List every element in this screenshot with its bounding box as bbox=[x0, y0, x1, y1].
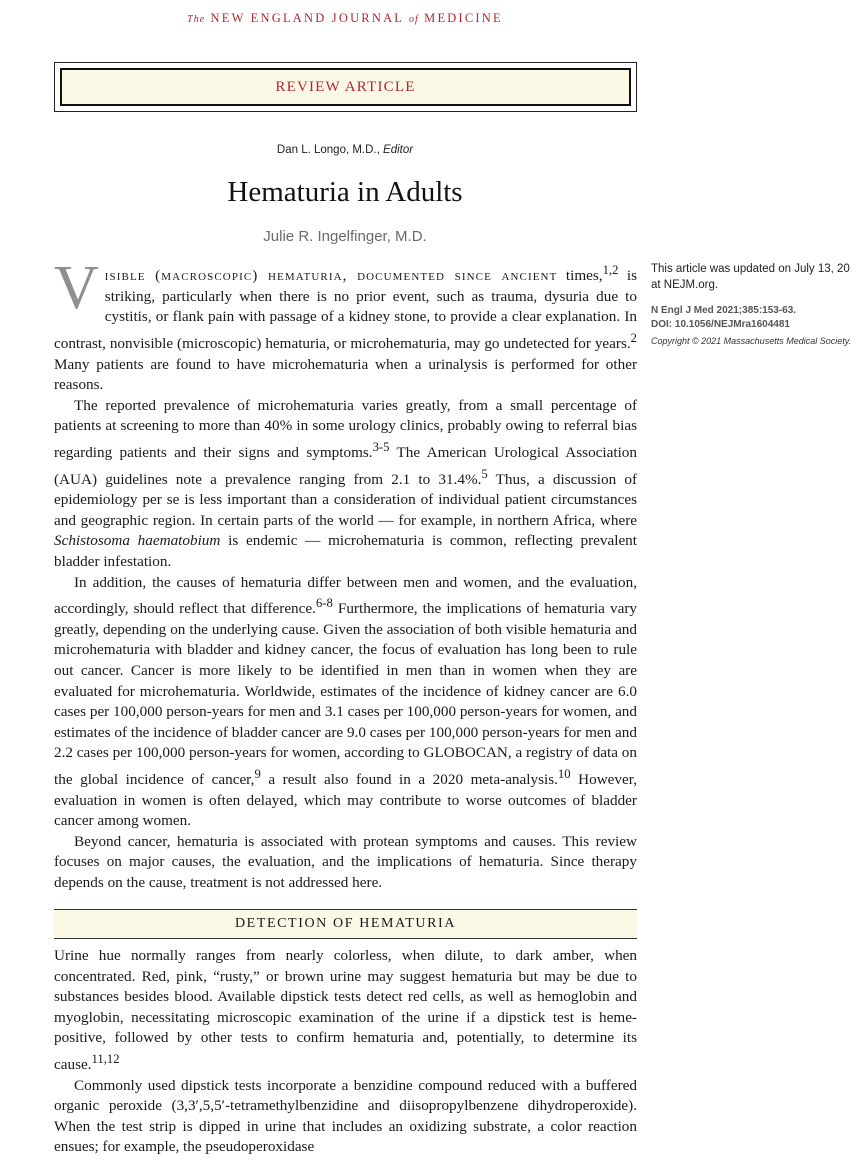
text-run: Many patients are found to have microhematuria when a urinalysis is performed for other reasons. bbox=[54, 355, 637, 394]
reference-link[interactable]: 3-5 bbox=[372, 439, 390, 454]
article-type-banner bbox=[54, 62, 637, 112]
species-name: Schistosoma haematobium bbox=[54, 532, 221, 550]
journal-masthead bbox=[0, 11, 690, 26]
article-sidebar bbox=[651, 261, 861, 346]
text-run: is striking, particularly when there is no prior event, such as trauma, dysuria due to cystitis, or flank pain with passage of a kidney stone, to provide a clear explanation. In contrast, nonvisible (microscopic) hematuria, or microhematuria, may go undetected for years. bbox=[54, 267, 637, 352]
update-note-site[interactable]: at NEJM.org. bbox=[651, 279, 719, 291]
text-run: Furthermore, the implications of hematuria vary greatly, depending on the underlying cause. Given the association of both visible hematuria and microhematuria with bladder and kidney cancer, the focus of evaluation has long been to rule out cancer. Cancer is more likely to be identified in men than in women when they are evaluated for microhematuria. Worldwide, estimates of the incidence of kidney cancer are 6.0 cases per 100,000 person-years for men and 3.1 cases per 100,000 person-years for women, and estimates of the incidence of bladder cancer are 9.0 cases per 100,000 person-years for men and 2.2 cases per 100,000 person-years for women, according to GLOBOCAN, a registry of data on the global incidence of cancer, bbox=[54, 600, 637, 789]
citation: N Engl J Med 2021;385:153-63. bbox=[651, 305, 797, 316]
update-note: This article was updated on July 13, 20 bbox=[651, 263, 850, 275]
text-run: times, bbox=[557, 267, 603, 285]
banner-label: REVIEW ARTICLE bbox=[275, 78, 416, 95]
editor-name: Dan L. Longo, M.D., bbox=[276, 144, 384, 156]
doi-link[interactable]: DOI: 10.1056/NEJMra1604481 bbox=[651, 319, 790, 330]
section-paragraph-2: Commonly used dipstick tests incorporate a benzidine compound reduced with a buffered organic peroxide (3,3′,5,5′-tetramethylbenzidine and diisopropylbenzene dihydroperoxide). When the test strip is dipped in urine that includes an oxidizing substrate, a color reaction ensues; for example, the pseudoperoxidase bbox=[54, 1076, 637, 1156]
intro-paragraph-3 bbox=[54, 573, 637, 832]
article-title: Hematuria in Adults bbox=[227, 176, 463, 208]
intro-body bbox=[54, 254, 638, 894]
text-run: In addition, the causes of hematuria differ between men and women, and the evaluation, accordingly, should reflect that difference. bbox=[54, 573, 637, 618]
reference-link[interactable]: 11,12 bbox=[91, 1051, 120, 1066]
text-run: Urine hue normally ranges from nearly colorless, when dilute, to dark amber, when concentrated. Red, pink, “rusty,” or brown urine may suggest hematuria but may be due to substances besides blood. Available dipstick tests detect red cells, as well as hemoglobin and myoglobin, necessitating microscopic examination of the urine if a dipstick test is heme-positive, followed by other tests to confirm hematuria and, potentially, to determine its cause. bbox=[54, 947, 637, 1074]
reference-link[interactable]: 10 bbox=[557, 766, 571, 781]
reference-link[interactable]: 5 bbox=[481, 466, 488, 481]
masthead-the: The bbox=[187, 14, 206, 25]
copyright: Copyright © 2021 Massachusetts Medical Society. bbox=[651, 336, 852, 346]
masthead-medicine: MEDICINE bbox=[424, 11, 503, 25]
intro-paragraph-4: Beyond cancer, hematuria is associated with protean symptoms and causes. This review focuses on major causes, the evaluation, and the implications of hematuria. Since therapy depends on the cause, treatment is not addressed here. bbox=[54, 832, 637, 891]
text-run: a result also found in a 2020 meta-analysis. bbox=[260, 771, 558, 789]
text-run: Thus, a discussion of epidemiology per se is less important than a consideration of individual patient circumstances and geographic region. In certain parts of the world — for example, in northern Africa, where bbox=[54, 470, 638, 529]
editor-role: Editor bbox=[383, 144, 414, 156]
section-header bbox=[54, 909, 637, 939]
reference-link[interactable]: 6-8 bbox=[315, 596, 333, 611]
article-author: Julie R. Ingelfinger, M.D. bbox=[263, 228, 427, 245]
masthead-of: of bbox=[409, 14, 419, 25]
reference-link[interactable]: 9 bbox=[254, 766, 261, 781]
text-run: The reported prevalence of microhematuria varies greatly, from a small percentage of patients at screening to more than 40% in some urology clinics, probably owing to referral bias regarding patients and their signs and symptoms. bbox=[54, 396, 637, 461]
section-paragraph-1 bbox=[54, 946, 637, 1076]
intro-paragraph-2 bbox=[54, 396, 637, 573]
drop-cap: V bbox=[54, 254, 99, 322]
reference-link[interactable]: 1,2 bbox=[602, 263, 619, 277]
text-run: is endemic — microhematuria is common, reflecting prevalent bladder infestation. bbox=[54, 532, 638, 570]
banner-inner-frame bbox=[60, 68, 631, 106]
reference-link[interactable]: 2 bbox=[630, 330, 637, 345]
text-run: The American Urological Association (AUA) guidelines note a prevalence ranging from 2.1 to 31.4%. bbox=[54, 443, 637, 488]
lead-in: isible (macroscopic) hematuria, documented since ancient bbox=[104, 267, 558, 285]
section-body bbox=[54, 946, 637, 1158]
editor-line bbox=[0, 144, 690, 156]
text-run: However, evaluation in women is often delayed, which may contribute to worse outcomes of bladder cancer among women. bbox=[54, 771, 637, 830]
section-title: DETECTION OF HEMATURIA bbox=[234, 916, 457, 931]
intro-paragraph-1 bbox=[54, 254, 637, 396]
masthead-journal: NEW ENGLAND JOURNAL bbox=[210, 11, 404, 25]
